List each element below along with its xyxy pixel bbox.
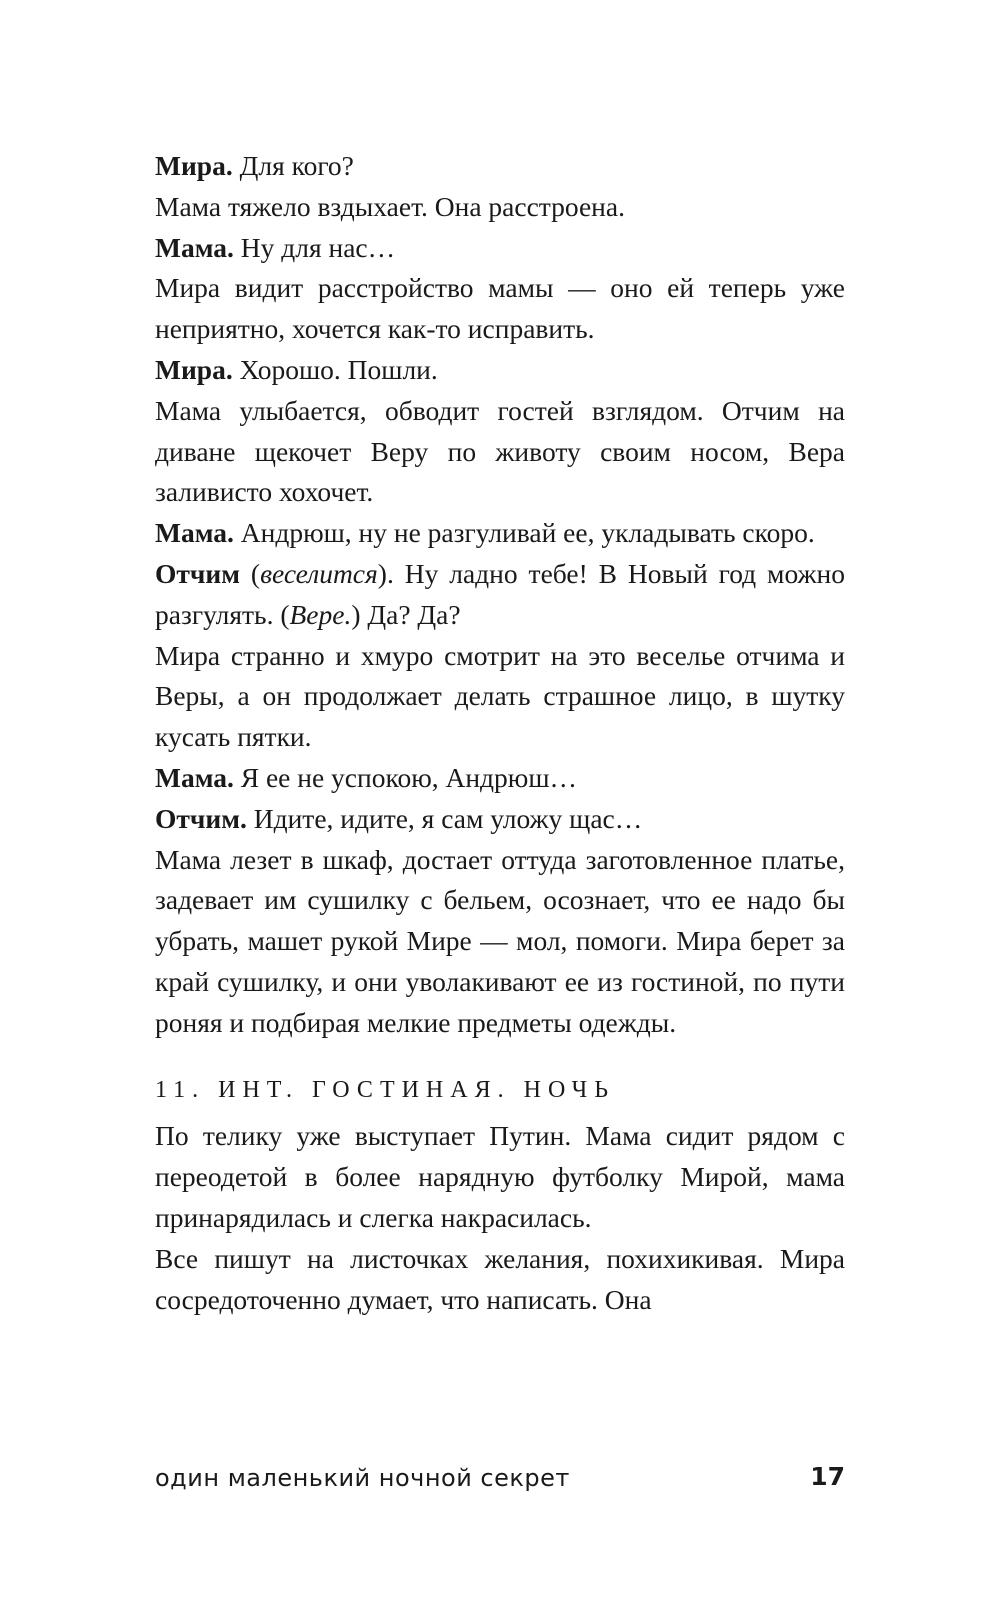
line-text: ( [239,557,261,589]
line-text: Ну для нас… [233,231,396,263]
line-text: Идите, идите, я сам уложу щас… [246,802,643,834]
page-number: 17 [810,1462,845,1491]
line-text: ) Да? Да? [351,598,461,630]
line-text: Мама улыбается, обводит гостей взглядом. Отчим на диване щекочет Веру по животу своим носом, Вера заливисто хохочет. [155,394,845,508]
line-text: Хорошо. Пошли. [232,353,438,385]
speaker-name: Мама. [155,517,234,549]
action-line [155,840,845,1044]
dialogue-line [155,228,845,269]
action-line [155,1239,845,1321]
stage-remark: Вере. [289,598,352,630]
line-text: ). Ну ладно тебе! В Новый год можно разгулять. ( [155,557,845,630]
line-text: Я ее не успокою, Андрюш… [233,761,578,793]
speaker-name: Мира. [155,150,233,181]
dialogue-line [155,513,845,554]
action-line [155,1116,845,1238]
line-text: По телику уже выступает Путин. Мама сидит рядом с переодетой в более нарядную футболку Мирой, мама принарядилась и слегка накрасилась. [155,1120,845,1233]
dialogue-line [155,554,845,636]
action-line [155,636,845,758]
dialogue-line [155,758,845,799]
dialogue-line [155,350,845,391]
speaker-name: Мама. [155,761,234,793]
action-line [155,268,845,350]
line-text: Все пишут на листочках желания, похихикивая. Мира сосредоточенно думает, что написать. Она [155,1242,845,1315]
speaker-name: Отчим [155,557,240,589]
running-title: один маленький ночной секрет [155,1464,570,1492]
line-text: Андрюш, ну не разгуливай ее, укладывать скоро. [233,517,815,549]
dialogue-line [155,146,845,187]
line-text: Мира странно и хмуро смотрит на это веселье отчима и Веры, а он продолжает делать страшное лицо, в шутку кусать пятки. [155,639,845,753]
scene-heading: 11. ИНТ. ГОСТИНАЯ. НОЧЬ [155,1076,616,1103]
action-line [155,391,845,513]
stage-remark: веселится [260,557,378,589]
line-text: Для кого? [232,150,354,181]
dialogue-line [155,799,845,840]
speaker-name: Мира. [155,353,233,385]
line-text: Мама тяжело вздыхает. Она расстроена. [155,190,625,222]
line-text: Мама лезет в шкаф, достает оттуда заготовленное платье, задевает им сушилку с бельем, осознает, что ее надо бы убрать, машет рукой Мире — мол, помоги. Мира берет за край сушилку, и они уволакивают ее из гостиной, по пути роняя и подбирая мелкие предметы одежды. [155,843,845,1038]
action-line [155,187,845,228]
speaker-name: Отчим. [155,802,247,834]
speaker-name: Мама. [155,231,234,263]
line-text: Мира видит расстройство мамы — оно ей теперь уже неприятно, хочется как-то исправить. [155,272,845,345]
page-body [155,146,845,1320]
page-footer [155,1464,845,1504]
